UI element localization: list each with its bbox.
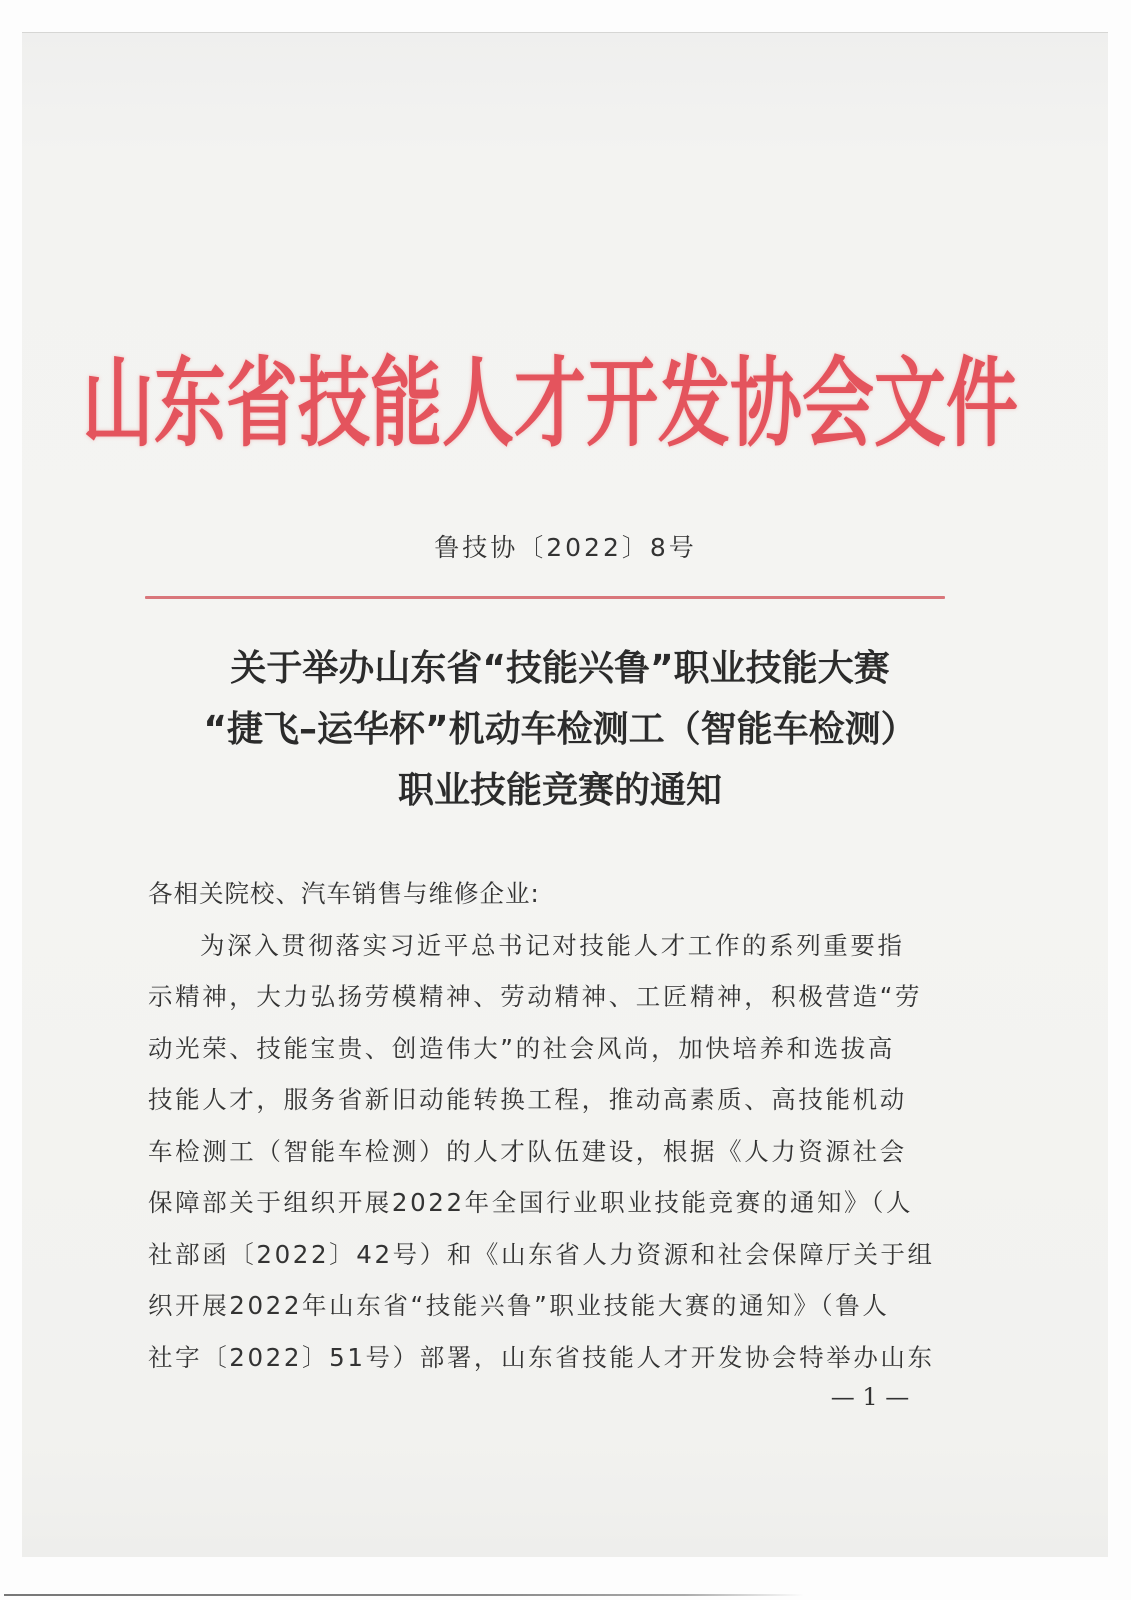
document-number: 鲁技协〔2022〕8号 [434,533,697,562]
title-line-1: 关于举办山东省“技能兴鲁”职业技能大赛 [230,648,890,689]
salutation: 各相关院校、汽车销售与维修企业: [148,879,540,908]
title-line-3: 职业技能竞赛的通知 [397,770,722,811]
red-divider [145,596,945,599]
page-number: — 1 — [830,1383,910,1411]
body-line-6: 保障部关于组织开展2022年全国行业职业技能竞赛的通知》（人 [148,1188,914,1217]
body-line-4: 技能人才，服务省新旧动能转换工程，推动高素质、高技能机动 [148,1085,907,1114]
scan-edge-line [4,1594,804,1596]
body-text [148,868,958,1383]
body-line-2: 示精神，大力弘扬劳模精神、劳动精神、工匠精神，积极营造“劳 [148,982,923,1011]
notice-title [140,638,980,821]
body-line-5: 车检测工（智能车检测）的人才队伍建设，根据《人力资源社会 [148,1136,907,1166]
letterhead-title: 山东省技能人才开发协会文件 [82,346,1019,460]
body-line-1: 为深入贯彻落实习近平总书记对技能人才工作的系列重要指 [200,930,905,960]
body-line-9: 社字〔2022〕51号）部署，山东省技能人才开发协会特举办山东 [148,1342,935,1372]
body-line-3: 动光荣、技能宝贵、创造伟大”的社会风尚，加快培养和选拔高 [148,1033,895,1063]
body-line-7: 社部函〔2022〕42号）和《山东省人力资源和社会保障厅关于组 [148,1239,935,1269]
body-line-8: 织开展2022年山东省“技能兴鲁”职业技能大赛的通知》（鲁人 [148,1291,890,1320]
title-line-2: “捷飞–运华杯”机动车检测工（智能车检测） [203,709,917,750]
